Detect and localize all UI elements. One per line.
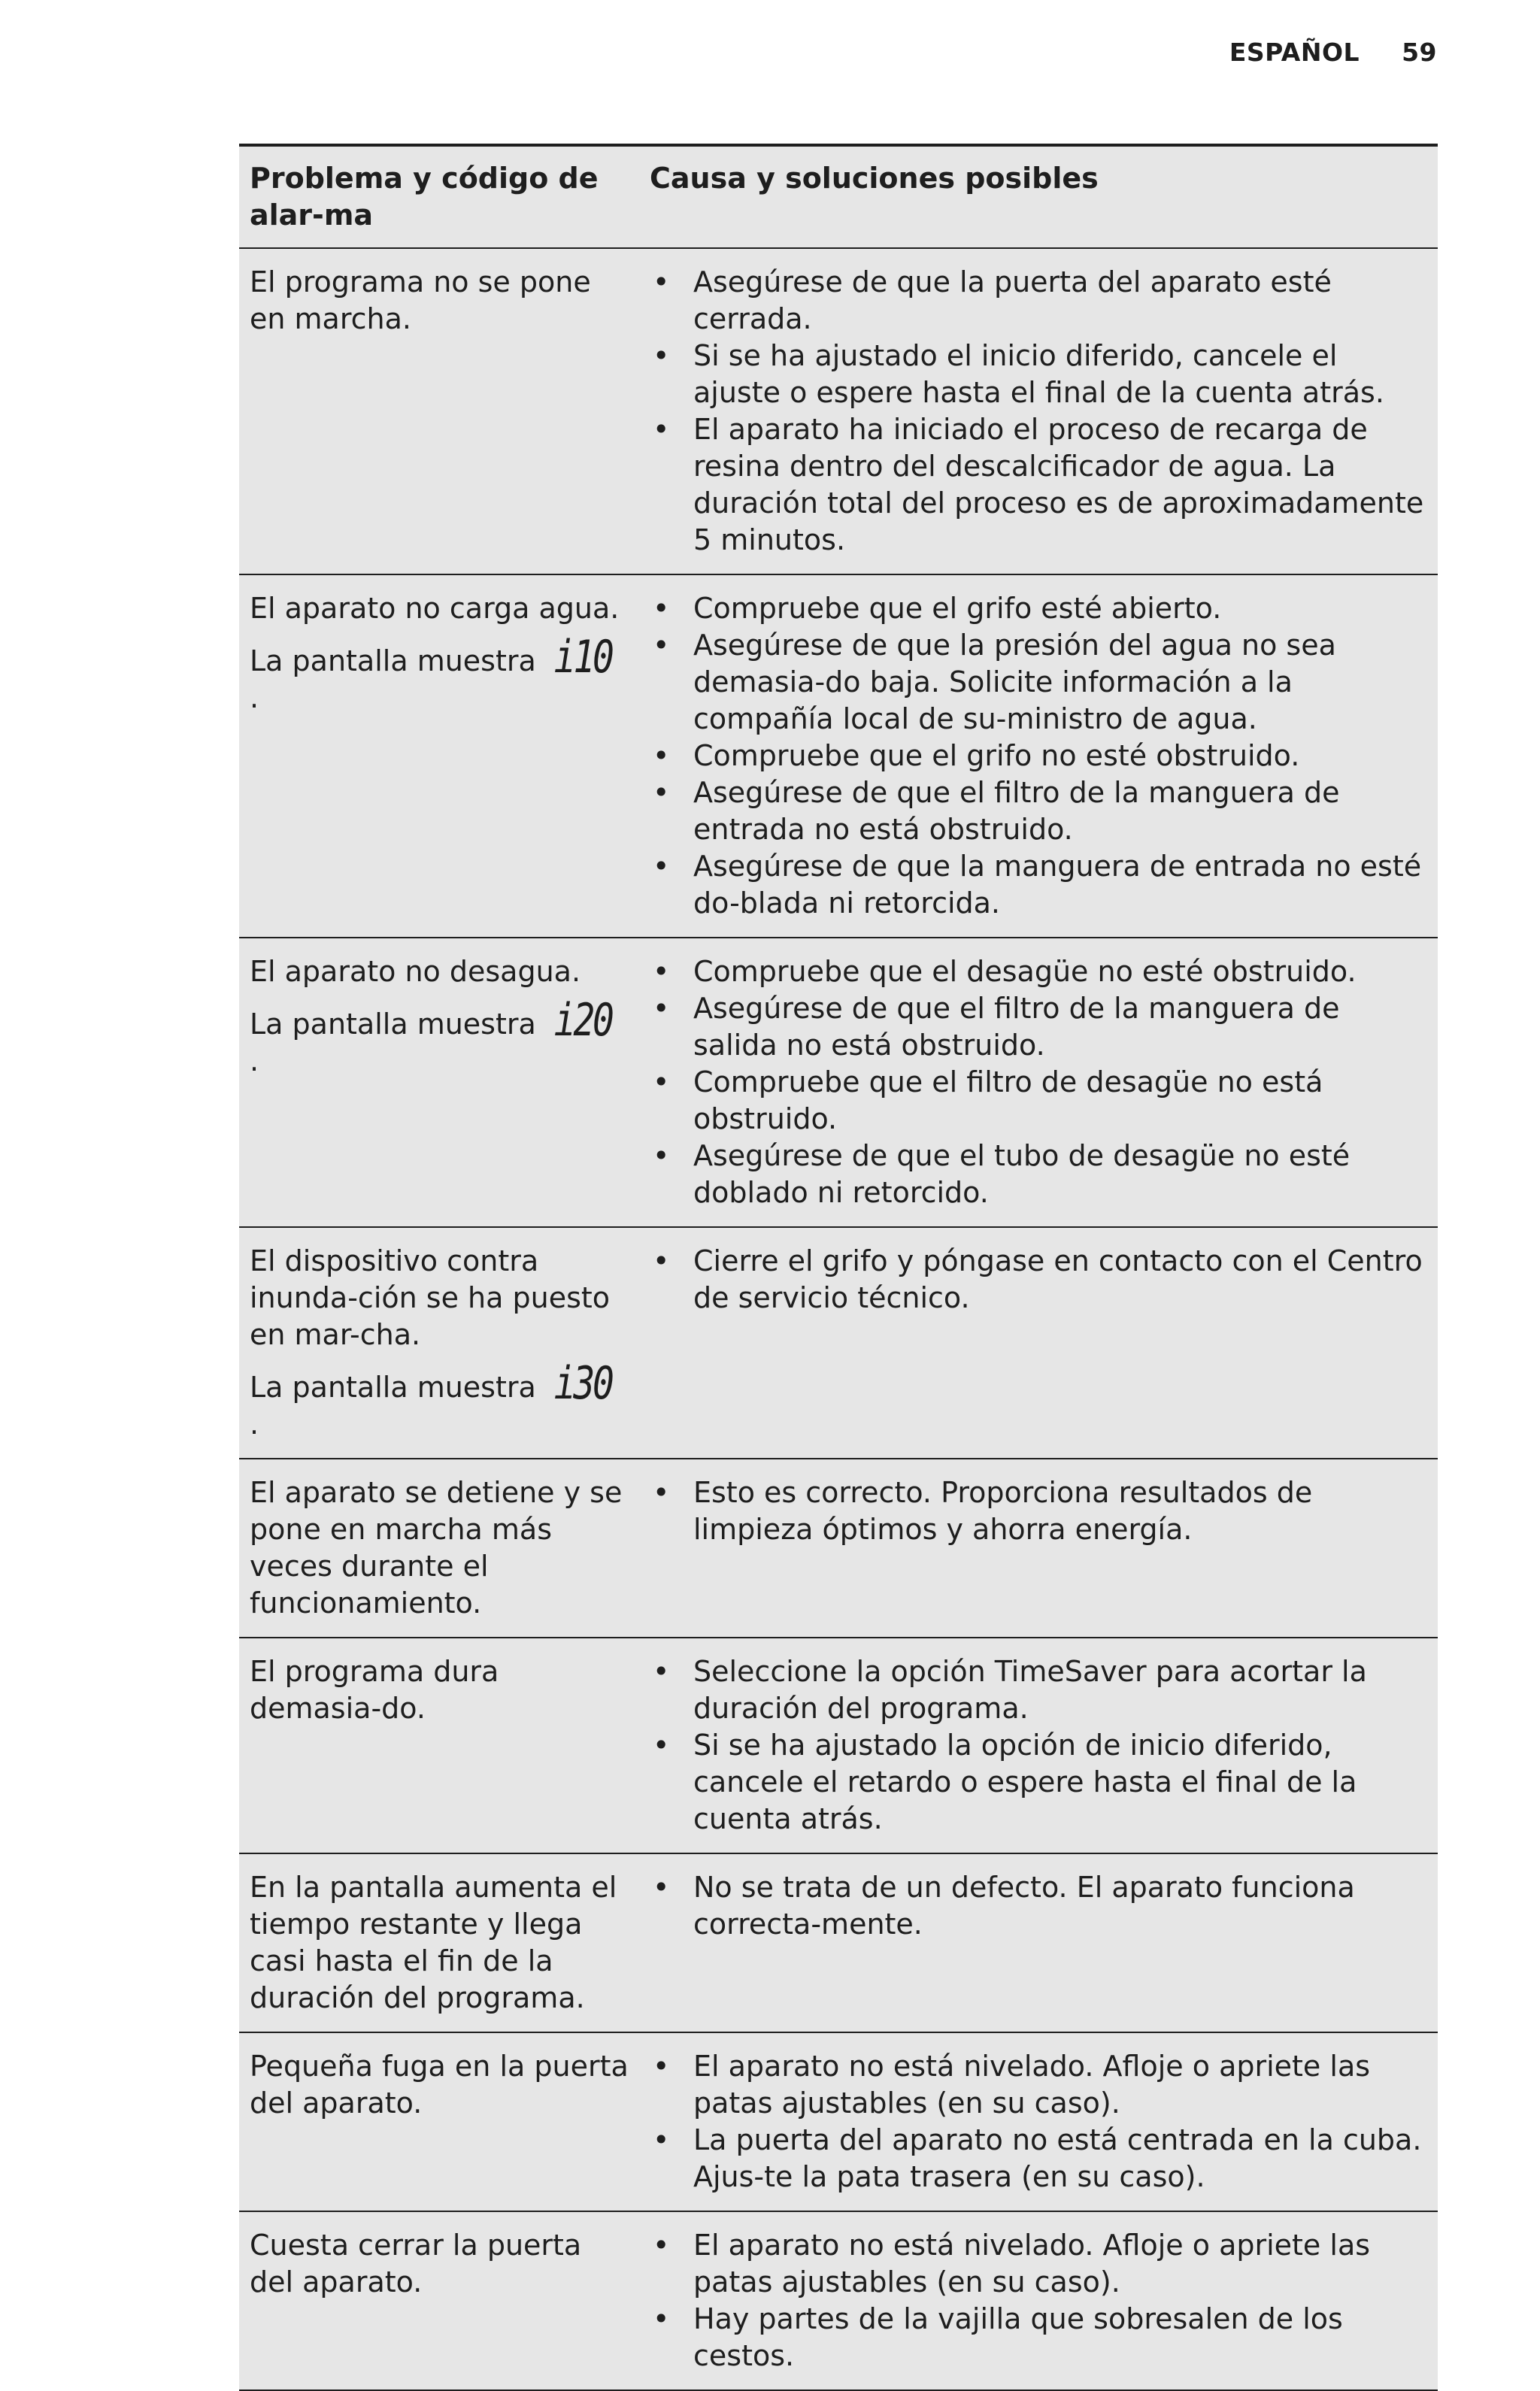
cause-item: • La puerta del aparato no está centrada en la cuba. Ajus-te la pata trasera (en su caso). bbox=[650, 2122, 1427, 2196]
problem-cell bbox=[239, 1853, 639, 2032]
cause-cell bbox=[639, 2211, 1438, 2390]
cause-cell bbox=[639, 2032, 1438, 2211]
problem-cell bbox=[239, 938, 639, 1227]
troubleshooting-table bbox=[239, 144, 1438, 2391]
cause-list bbox=[650, 1474, 1427, 1548]
cause-list bbox=[650, 1653, 1427, 1838]
table-row bbox=[239, 1227, 1438, 1459]
problem-text: En la pantalla aumenta el tiempo restante y llega casi hasta el fin de la duración del programa. bbox=[250, 1871, 617, 2014]
problem-text: El aparato no carga agua. bbox=[250, 592, 620, 625]
cause-item: • Asegúrese de que el filtro de la manguera de entrada no está obstruido. bbox=[650, 774, 1427, 848]
cause-item: • Asegúrese de que la presión del agua no sea demasia-do baja. Solicite información a la compañía local de su-ministro de agua. bbox=[650, 627, 1427, 738]
cause-cell bbox=[639, 574, 1438, 938]
alarm-code-line: La pantalla muestra i10. bbox=[250, 631, 612, 714]
page-number: 59 bbox=[1402, 38, 1437, 67]
cause-item: • Hay partes de la vajilla que sobresalen de los cestos. bbox=[650, 2301, 1427, 2374]
cause-item: • Asegúrese de que la puerta del aparato esté cerrada. bbox=[650, 264, 1427, 338]
problem-text: El dispositivo contra inunda-ción se ha puesto en mar-cha. bbox=[250, 1244, 611, 1351]
table-row bbox=[239, 2032, 1438, 2211]
problem-text: El aparato no desagua. bbox=[250, 955, 581, 988]
cause-cell bbox=[639, 1853, 1438, 2032]
alarm-code-line: La pantalla muestra i30. bbox=[250, 1357, 612, 1441]
cause-item: • El aparato no está nivelado. Afloje o apriete las patas ajustables (en su caso). bbox=[650, 2048, 1427, 2122]
alarm-code-display: i10 bbox=[553, 631, 612, 683]
column-header-problem: Problema y código de alar-ma bbox=[239, 145, 639, 248]
cause-list bbox=[650, 2227, 1427, 2374]
cause-cell bbox=[639, 1459, 1438, 1638]
cause-item: • Si se ha ajustado el inicio diferido, cancele el ajuste o espere hasta el final de la cuenta atrás. bbox=[650, 338, 1427, 411]
problem-text: El aparato se detiene y se pone en marcha más veces durante el funcionamiento. bbox=[250, 1476, 623, 1620]
cause-item: • Asegúrese de que la manguera de entrada no esté do-blada ni retorcida. bbox=[650, 848, 1427, 922]
page-header bbox=[1229, 38, 1437, 67]
cause-cell bbox=[639, 1638, 1438, 1853]
problem-cell bbox=[239, 1459, 639, 1638]
alarm-code-display: i20 bbox=[553, 994, 612, 1047]
table-header-row bbox=[239, 145, 1438, 248]
table-row bbox=[239, 938, 1438, 1227]
cause-list bbox=[650, 590, 1427, 922]
table-body bbox=[239, 248, 1438, 2390]
language-label: ESPAÑOL bbox=[1229, 38, 1360, 67]
problem-cell bbox=[239, 248, 639, 574]
cause-item: • Esto es correcto. Proporciona resultados de limpieza óptimos y ahorra energía. bbox=[650, 1474, 1427, 1548]
alarm-code-line: La pantalla muestra i20. bbox=[250, 994, 612, 1077]
cause-item: • Compruebe que el grifo no esté obstruido. bbox=[650, 738, 1427, 774]
alarm-code-display: i30 bbox=[553, 1357, 612, 1410]
problem-cell bbox=[239, 2032, 639, 2211]
problem-cell bbox=[239, 2211, 639, 2390]
cause-item: • Cierre el grifo y póngase en contacto con el Centro de servicio técnico. bbox=[650, 1243, 1427, 1317]
problem-text: Pequeña fuga en la puerta del aparato. bbox=[250, 2050, 629, 2120]
problem-cell bbox=[239, 1638, 639, 1853]
table-row bbox=[239, 1638, 1438, 1853]
problem-cell bbox=[239, 1227, 639, 1459]
alarm-code-prefix: La pantalla muestra bbox=[250, 1371, 536, 1404]
cause-list bbox=[650, 264, 1427, 559]
cause-cell bbox=[639, 1227, 1438, 1459]
problem-text: Cuesta cerrar la puerta del aparato. bbox=[250, 2229, 582, 2299]
cause-item: • Seleccione la opción TimeSaver para acortar la duración del programa. bbox=[650, 1653, 1427, 1727]
cause-item: • Compruebe que el grifo esté abierto. bbox=[650, 590, 1427, 627]
cause-item: • Compruebe que el filtro de desagüe no está obstruido. bbox=[650, 1064, 1427, 1138]
cause-item: • Asegúrese de que el filtro de la manguera de salida no está obstruido. bbox=[650, 990, 1427, 1064]
cause-item: • No se trata de un defecto. El aparato funciona correcta-mente. bbox=[650, 1869, 1427, 1943]
column-header-cause: Causa y soluciones posibles bbox=[639, 145, 1438, 248]
table-row bbox=[239, 1853, 1438, 2032]
cause-cell bbox=[639, 248, 1438, 574]
table-row bbox=[239, 248, 1438, 574]
problem-text: El programa no se pone en marcha. bbox=[250, 265, 591, 335]
cause-item: • El aparato no está nivelado. Afloje o apriete las patas ajustables (en su caso). bbox=[650, 2227, 1427, 2301]
cause-cell bbox=[639, 938, 1438, 1227]
cause-list bbox=[650, 1243, 1427, 1317]
table-row bbox=[239, 574, 1438, 938]
table-row bbox=[239, 2211, 1438, 2390]
table-row bbox=[239, 1459, 1438, 1638]
cause-item: • Si se ha ajustado la opción de inicio diferido, cancele el retardo o espere hasta el final de la cuenta atrás. bbox=[650, 1727, 1427, 1838]
cause-item: • Compruebe que el desagüe no esté obstruido. bbox=[650, 953, 1427, 990]
cause-list bbox=[650, 2048, 1427, 2196]
alarm-code-prefix: La pantalla muestra bbox=[250, 1008, 536, 1041]
cause-item: • El aparato ha iniciado el proceso de recarga de resina dentro del descalcificador de agua. La duración total del proceso es de aproximadamente 5 minutos. bbox=[650, 411, 1427, 559]
problem-text: El programa dura demasia-do. bbox=[250, 1655, 499, 1725]
alarm-code-prefix: La pantalla muestra bbox=[250, 644, 536, 677]
problem-cell bbox=[239, 574, 639, 938]
cause-item: • Asegúrese de que el tubo de desagüe no esté doblado ni retorcido. bbox=[650, 1138, 1427, 1211]
cause-list bbox=[650, 953, 1427, 1211]
cause-list bbox=[650, 1869, 1427, 1943]
